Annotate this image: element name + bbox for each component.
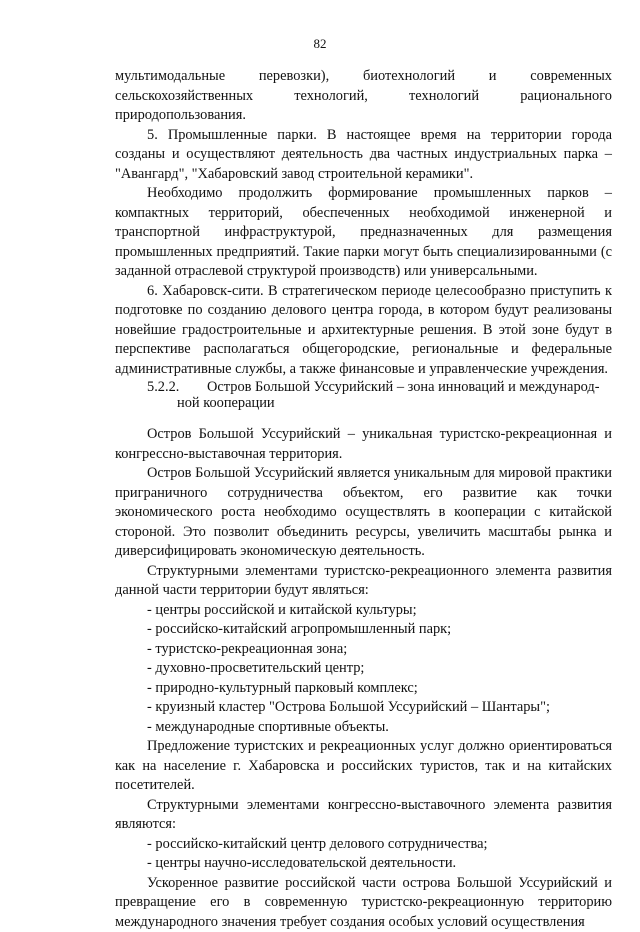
list-item: - российско-китайский агропромышленный парк; bbox=[115, 620, 612, 640]
list-item: - центры научно-исследовательской деятельности. bbox=[115, 854, 612, 874]
paragraph-industrial-parks-formation: Необходимо продолжить формирование промышленных парков – компактных территорий, обеспеченных необходимой инженерной и транспортной инфраструктурой, предназначенных для размещения промышленных предприятий. Такие парки могут быть специализированными (с заданной отраслевой структурой производств) или универсальными. bbox=[115, 184, 612, 282]
page-number: 82 bbox=[0, 36, 640, 52]
paragraph-island-cooperation: Остров Большой Уссурийский является уникальным для мировой практики приграничного сотрудничества объектом, его развитие как точки экономического роста необходимо осуществлять в кооперации с китайской стороной. Это позволит объединить ресурсы, увеличить масштабы рынка и диверсифицировать экономическую деятельность. bbox=[115, 464, 612, 562]
paragraph-industrial-parks: 5. Промышленные парки. В настоящее время на территории города созданы и осуществляют деятельность два частных индустриальных парка – "Авангард", "Хабаровский завод строительной керамики". bbox=[115, 126, 612, 185]
list-item: - российско-китайский центр делового сотрудничества; bbox=[115, 835, 612, 855]
paragraph-island-intro: Остров Большой Уссурийский – уникальная туристско-рекреационная и конгрессно-выставочная территория. bbox=[115, 425, 612, 464]
list-item: - туристско-рекреационная зона; bbox=[115, 640, 612, 660]
list-item: - природно-культурный парковый комплекс; bbox=[115, 679, 612, 699]
paragraph-congress-elements: Структурными элементами конгрессно-выставочного элемента развития являются: bbox=[115, 796, 612, 835]
paragraph-khabarovsk-city: 6. Хабаровск-сити. В стратегическом периоде целесообразно приступить к подготовке по созданию делового центра города, в котором будут реализованы новейшие градостроительные и архитектурные решения. В этой зоне будут в перспективе располагаться общегородские, региональные и федеральные административные службы, а также финансовые и управленческие учреждения. bbox=[115, 282, 612, 380]
section-heading-line2: ной кооперации bbox=[147, 395, 612, 411]
paragraph-tourist-services: Предложение туристских и рекреационных услуг должно ориентироваться как на население г. Хабаровска и российских туристов, так и на китайских посетителей. bbox=[115, 737, 612, 796]
list-item: - духовно-просветительский центр; bbox=[115, 659, 612, 679]
congress-elements-list bbox=[115, 835, 612, 874]
section-heading-line1: Остров Большой Уссурийский – зона инноваций и международ- bbox=[207, 379, 600, 395]
document-body bbox=[115, 67, 612, 932]
tourism-elements-list bbox=[115, 601, 612, 738]
paragraph-accelerated-development: Ускоренное развитие российской части острова Большой Уссурийский и превращение его в современную туристско-рекреационную территорию международного значения требует создания особых условий осуществления bbox=[115, 874, 612, 932]
paragraph-continuation: мультимодальные перевозки), биотехнологий и современных сельскохозяйственных технологий, технологий рационального природопользования. bbox=[115, 67, 612, 126]
list-item: - круизный кластер "Острова Большой Уссурийский – Шантары"; bbox=[115, 698, 612, 718]
paragraph-tourism-elements: Структурными элементами туристско-рекреационного элемента развития данной части территории будут являться: bbox=[115, 562, 612, 601]
section-heading bbox=[115, 379, 612, 411]
section-heading-number: 5.2.2. bbox=[147, 379, 207, 395]
list-item: - центры российской и китайской культуры; bbox=[115, 601, 612, 621]
list-item: - международные спортивные объекты. bbox=[115, 718, 612, 738]
